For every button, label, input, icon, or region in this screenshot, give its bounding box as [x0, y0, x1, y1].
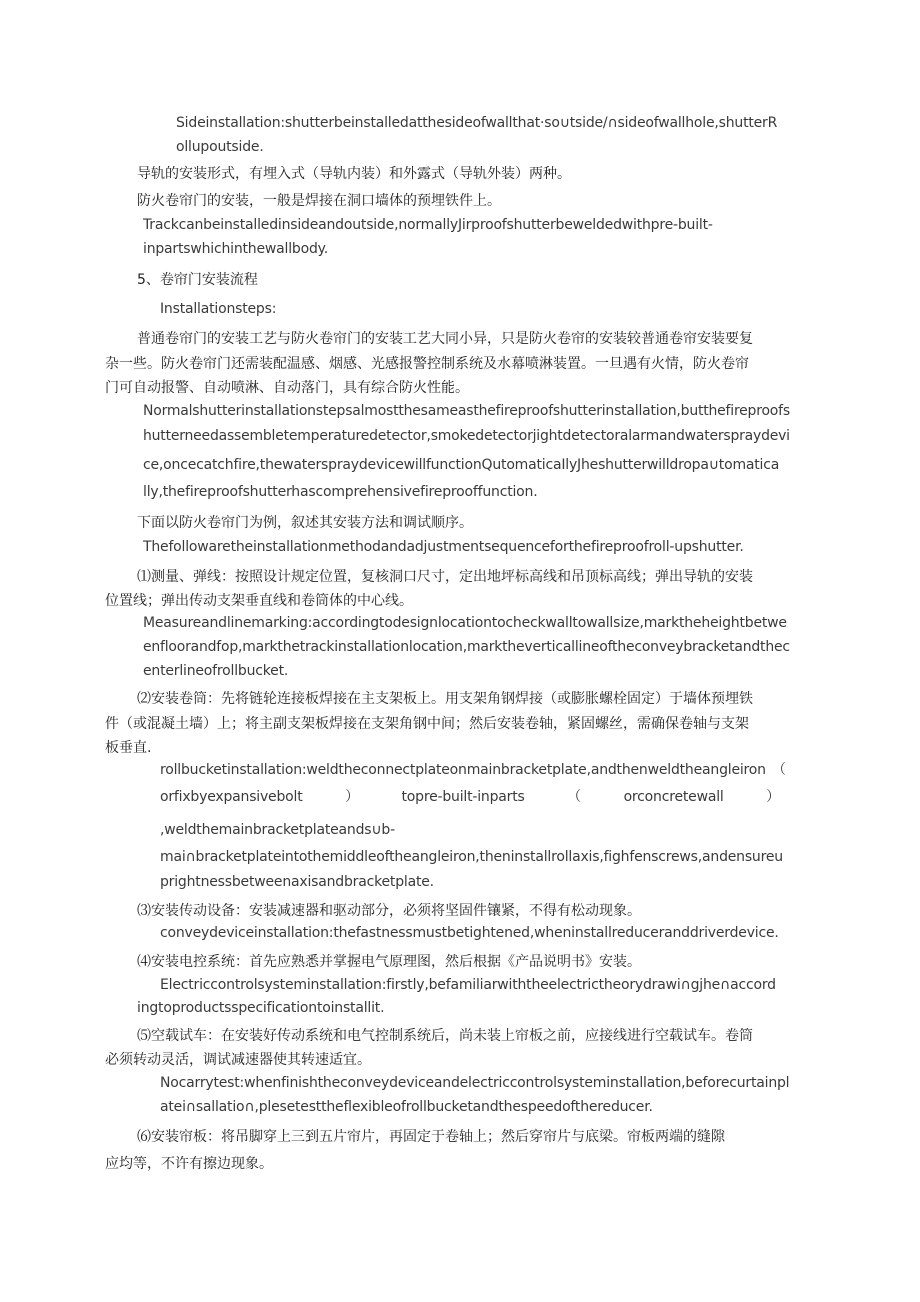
text-line: Trackcanbeinstalledinsideandoutside,normallyJirproofshutterbeweldedwithpre-built- [143, 217, 713, 233]
text-line: ce,oncecatchfire,thewaterspraydevicewillfunctionQutomaticaIlyJheshutterwilldropa∪tomatica [143, 457, 780, 473]
text-line: Installationsteps: [160, 301, 277, 317]
text-line: Thefollowaretheinstallationmethodandadjustmentsequenceforthefireproofroll-upshutter. [143, 539, 744, 555]
line-part: topre-built-inparts [401, 789, 525, 805]
text-line: mai∩bracketplateintothemiddleoftheangleiron,theninstallrollaxis,fighfenscrews,andensureu [160, 849, 783, 865]
text-line: Nocarrytest:whenfinishtheconveydeviceandelectriccontrolsysteminstallation,beforecurtainpl [160, 1075, 790, 1091]
text-line: ⑹安装帘板：将吊脚穿上三到五片帘片，再固定于卷轴上；然后穿帘片与底梁。帘板两端的缝隙 [137, 1129, 725, 1145]
text-line: ⑶安装传动设备：安装减速器和驱动部分，必须将坚固件镶紧，不得有松动现象。 [137, 903, 641, 919]
text-line: 必须转动灵活，调试减速器使其转速适宜。 [105, 1052, 371, 1068]
text-line: 杂一些。防火卷帘门还需装配温感、烟感、光感报警控制系统及水幕喷淋装置。一旦遇有火情，防火卷帘 [105, 356, 749, 372]
line-part: （ [567, 789, 581, 805]
section-heading: 5、卷帘门安装流程 [137, 272, 258, 288]
text-line: atei∩sallatio∩,plesetesttheflexibleofrollbucketandthespeedofthereducer. [160, 1099, 653, 1115]
text-line: Sideinstallation:shutterbeinstalledatthesideofwallthat·so∪tside/∩sideofwallhole,shutterR [176, 115, 778, 131]
line-part: orconcretewall [623, 789, 724, 805]
text-line: 件（或混凝土墙）上；将主副支架板焊接在支架角钢中间；然后安装卷轴，紧固螺丝，需确保卷轴与支架 [105, 716, 749, 732]
text-line: rollbucketinstallation:weldtheconnectplateonmainbracketplate,andthenweldtheangleiron [160, 762, 766, 778]
text-line: ,weldthemainbracketplateands∪b- [160, 822, 395, 838]
text-line: 门可自动报警、自动喷淋、自动落门，具有综合防火性能。 [105, 380, 469, 396]
text-line: 防火卷帘门的安装，一般是焊接在洞口墙体的预埋铁件上。 [137, 193, 501, 209]
line-part: ） [345, 789, 359, 805]
text-line: 板垂直. [105, 740, 152, 756]
line-part: ） [766, 789, 780, 805]
text-line: Normalshutterinstallationstepsalmostthesameasthefireproofshutterinstallation,butthefireproofs [143, 403, 790, 419]
text-line: 导轨的安装形式，有埋入式（导轨内装）和外露式（导轨外装）两种。 [137, 166, 571, 182]
text-line: ollupoutside. [176, 139, 264, 155]
text-line: prightnessbetweenaxisandbracketplate. [160, 874, 434, 890]
text-line: ⑷安装电控系统：首先应熟悉并掌握电气原理图，然后根据《产品说明书》安装。 [137, 954, 641, 970]
text-line: 普通卷帘门的安装工艺与防火卷帘门的安装工艺大同小异，只是防火卷帘的安装较普通卷帘安装要复 [137, 331, 753, 347]
text-line: hutterneedassembletemperaturedetector,smokedetectorjightdetectoralarmandwaterspraydevi [143, 428, 790, 444]
line-part: orfixbyexpansivebolt [160, 789, 303, 805]
text-line: 应均等，不许有擦边现象。 [105, 1156, 273, 1172]
text-line: lly,thefireproofshutterhascomprehensivefireprooffunction. [143, 484, 538, 500]
text-line: （ [772, 762, 786, 778]
text-line: Measureandlinemarking:accordingtodesignlocationtocheckwalltowallsize,marktheheightbetwe [143, 615, 787, 631]
text-line: enfloorandfop,markthetrackinstallationlocation,marktheverticallineoftheconveybracketandthec [143, 639, 790, 655]
text-line: ⑸空载试车：在安装好传动系统和电气控制系统后，尚未装上帘板之前，应接线进行空载试车。卷筒 [137, 1028, 753, 1044]
justified-line [160, 788, 780, 806]
text-line: ingtoproductsspecificationtoinstallit. [137, 1000, 385, 1016]
text-line: ⑴测量、弹线：按照设计规定位置，复核洞口尺寸，定出地坪标高线和吊顶标高线；弹出导轨的安装 [137, 569, 753, 585]
text-line: inpartswhichinthewallbody. [143, 241, 328, 257]
text-line: enterlineofrollbucket. [143, 663, 289, 679]
text-line: Electriccontrolsysteminstallation:firstly,befamiliarwiththeelectrictheorydrawi∩gjhe∩accord [160, 977, 776, 993]
text-line: ⑵安装卷筒：先将链轮连接板焊接在主支架板上。用支架角钢焊接（或膨胀螺栓固定）于墙体预埋铁 [137, 691, 753, 707]
text-line: conveydeviceinstallation:thefastnessmustbetightened,wheninstallreduceranddriverdevice. [160, 925, 779, 941]
text-line: 位置线；弹出传动支架垂直线和卷筒体的中心线。 [105, 593, 413, 609]
text-line: 下面以防火卷帘门为例，叙述其安装方法和调试顺序。 [137, 515, 473, 531]
